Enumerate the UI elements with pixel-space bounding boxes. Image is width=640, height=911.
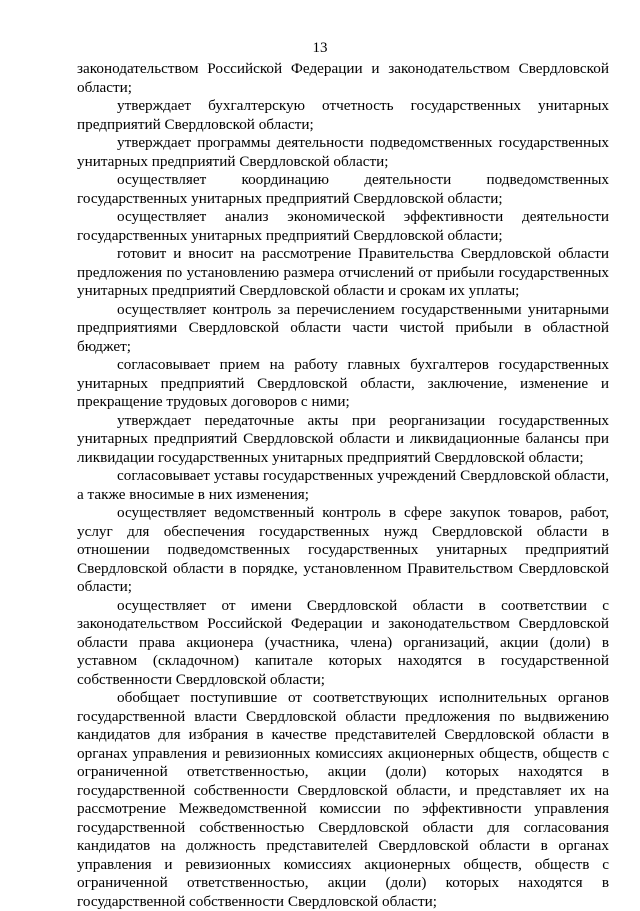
paragraph-efficiency-analysis: осуществляет анализ экономической эффективности деятельности государственных унитарных предприятий Свердловской области;	[77, 208, 609, 244]
paragraph-transfer-acts: утверждает передаточные акты при реорганизации государственных унитарных предприятий Свердловской области и ликвидационные балансы при ликвидации государственных унитарных предприятий Свердловской области;	[77, 411, 609, 466]
paragraph-accounting-approval: утверждает бухгалтерскую отчетность государственных унитарных предприятий Свердловской области;	[77, 97, 609, 133]
page-number: 13	[312, 40, 328, 56]
paragraph-charters: согласовывает уставы государственных учреждений Свердловской области, а также вносимые в них изменения;	[77, 467, 609, 503]
paragraph-shareholder-rights: осуществляет от имени Свердловской области в соответствии с законодательством Российской Федерации и законодательством Свердловской области права акционера (участника, члена) организаций, акции (доли) в уставном (складочном) капитале которых находятся в государственной собственности Свердловской области;	[77, 596, 609, 688]
paragraph-coordination: осуществляет координацию деятельности подведомственных государственных унитарных предприятий Свердловской области;	[77, 171, 609, 207]
paragraph-program-approval: утверждает программы деятельности подведомственных государственных унитарных предприятий Свердловской области;	[77, 134, 609, 170]
document-body	[77, 60, 609, 911]
paragraph-chief-accountants: согласовывает прием на работу главных бухгалтеров государственных унитарных предприятий Свердловской области, заключение, изменение и прекращение трудовых договоров с ними;	[77, 356, 609, 410]
paragraph-continuation: законодательством Российской Федерации и законодательством Свердловской области;	[77, 60, 609, 96]
paragraph-profit-control: осуществляет контроль за перечислением государственными унитарными предприятиями Свердловской области части чистой прибыли в областной бюджет;	[77, 300, 609, 355]
paragraph-procurement-control: осуществляет ведомственный контроль в сфере закупок товаров, работ, услуг для обеспечения государственных нужд Свердловской области в отношении подведомственных государственных унитарных предприятий Свердловской области в порядке, установленном Правительством Свердловской области;	[77, 504, 609, 595]
paragraph-candidates: обобщает поступившие от соответствующих исполнительных органов государственной власти Свердловской области предложения по выдвижению кандидатов для избрания в качестве представителей Свердловской области в органах управления и ревизионных комиссиях акционерных обществ, обществ с ограниченной ответственностью, акции (доли) которых находятся в государственной собственности Свердловской области, и представляет их на рассмотрение Межведомственной комиссии по эффективности управления государственной собственностью Свердловской области для согласования кандидатов на должность представителей Свердловской области в органах управления и ревизионных комиссиях акционерных обществ, обществ с ограниченной ответственностью, акции (доли) которых находятся в государственной собственности Свердловской области;	[77, 689, 609, 910]
paragraph-profit-deductions: готовит и вносит на рассмотрение Правительства Свердловской области предложения по установлению размера отчислений от прибыли государственных унитарных предприятий Свердловской области и срокам их уплаты;	[77, 245, 609, 299]
